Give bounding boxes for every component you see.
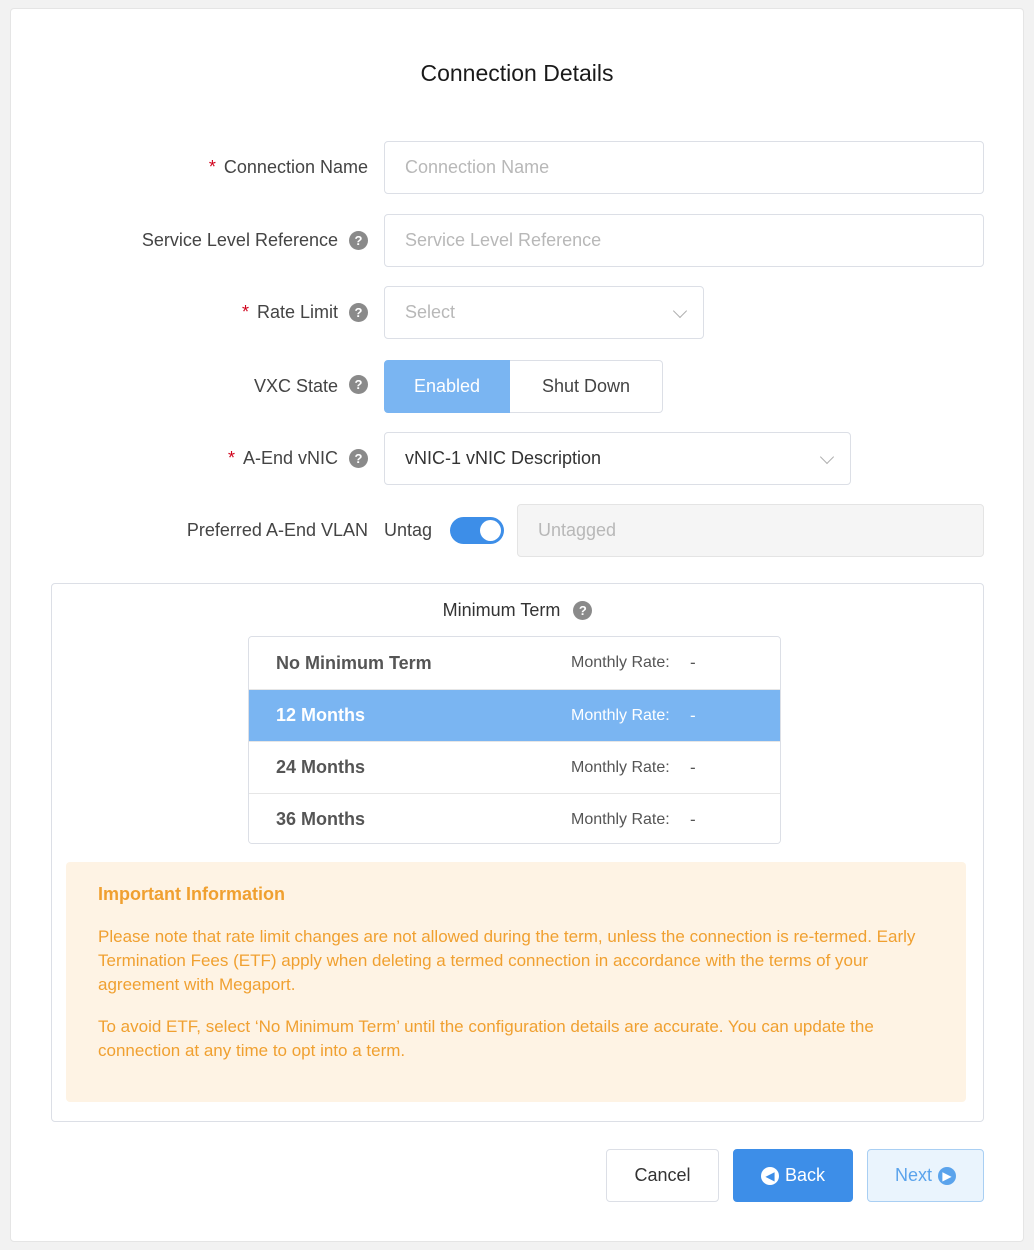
back-button[interactable] (733, 1149, 853, 1202)
chevron-down-icon (820, 450, 834, 464)
next-button-label: Next (894, 1165, 932, 1185)
alert-paragraph: Please note that rate limit changes are not allowed during the term, unless the connection is re-termed. Early Termination Fees (ETF) apply when deleting a termed connection in accordance with the terms of your agreement with Megaport. (98, 927, 916, 994)
minimum-term-panel (51, 583, 984, 1122)
a-end-vnic-label (228, 432, 338, 485)
chevron-down-icon (673, 304, 687, 318)
term-name: 24 Months (276, 757, 366, 777)
service-level-reference-input[interactable] (384, 214, 984, 267)
help-icon[interactable]: ? (349, 303, 368, 322)
cancel-button-label: Cancel (634, 1165, 691, 1185)
required-mark: * (208, 157, 216, 177)
next-button[interactable] (867, 1149, 984, 1202)
rate-limit-select-value: Select (405, 302, 456, 322)
monthly-rate-label: Monthly Rate: (571, 810, 670, 828)
term-option-12-months[interactable] (249, 689, 780, 741)
connection-name-row (0, 141, 1034, 194)
term-option-24-months[interactable] (249, 741, 780, 793)
vxc-state-toggle-group (384, 360, 663, 413)
back-button-label: Back (784, 1165, 826, 1185)
untag-label: Untag (384, 520, 433, 540)
preferred-a-end-vlan-row (0, 504, 1034, 557)
connection-name-input[interactable] (384, 141, 984, 194)
service-level-reference-row (0, 214, 1034, 267)
a-end-vnic-select-value: vNIC-1 vNIC Description (405, 448, 602, 468)
arrow-right-circle-icon: ▶ (938, 1167, 956, 1185)
cancel-button[interactable] (606, 1149, 719, 1202)
monthly-rate-label: Monthly Rate: (571, 654, 670, 671)
monthly-rate-value: - (690, 653, 696, 672)
rate-limit-select[interactable] (384, 286, 704, 339)
important-information-alert (66, 862, 966, 1102)
connection-name-label-text: Connection Name (223, 157, 368, 177)
help-icon[interactable]: ? (349, 231, 368, 250)
vxc-state-enabled-button[interactable]: Enabled (384, 360, 510, 413)
arrow-left-circle-icon: ◀ (761, 1167, 779, 1185)
minimum-term-list (248, 636, 781, 844)
rate-limit-row (0, 286, 1034, 339)
required-mark: * (241, 302, 249, 322)
untag-toggle[interactable] (450, 517, 504, 544)
minimum-term-header (52, 598, 983, 622)
a-end-vlan-input (517, 504, 984, 557)
a-end-vnic-label-text: A-End vNIC (242, 448, 338, 468)
term-option-36-months[interactable] (249, 793, 780, 844)
rate-limit-label (242, 286, 338, 339)
monthly-rate-label: Monthly Rate: (571, 706, 670, 724)
help-icon[interactable]: ? (349, 375, 368, 394)
alert-title: Important Information (98, 884, 285, 904)
term-name: 36 Months (276, 809, 366, 829)
toggle-knob (480, 520, 501, 541)
vxc-state-shut-down-button[interactable]: Shut Down (510, 360, 663, 413)
monthly-rate-label: Monthly Rate: (571, 758, 670, 776)
monthly-rate-value: - (690, 757, 696, 777)
required-mark: * (227, 448, 235, 468)
term-option-no-minimum[interactable] (249, 637, 780, 689)
a-end-vnic-row (0, 432, 1034, 485)
a-end-vnic-select[interactable] (384, 432, 851, 485)
preferred-a-end-vlan-label: Preferred A-End VLAN (186, 520, 368, 540)
vxc-state-row (0, 360, 1034, 413)
page-title: Connection Details (420, 60, 614, 86)
monthly-rate-value: - (690, 705, 696, 725)
minimum-term-title: Minimum Term (442, 599, 561, 620)
term-name: 12 Months (276, 705, 366, 725)
vxc-state-label: VXC State (253, 376, 338, 396)
rate-limit-label-text: Rate Limit (256, 302, 338, 322)
connection-name-label (209, 141, 368, 194)
help-icon[interactable]: ? (573, 601, 592, 620)
term-name: No Minimum Term (276, 652, 432, 673)
alert-paragraph: To avoid ETF, select ‘No Minimum Term’ until the configuration details are accurate. You can update the connection at any time to opt into a term. (98, 1017, 874, 1060)
help-icon[interactable]: ? (349, 449, 368, 468)
monthly-rate-value: - (690, 809, 696, 829)
service-level-reference-label: Service Level Reference (141, 230, 338, 250)
